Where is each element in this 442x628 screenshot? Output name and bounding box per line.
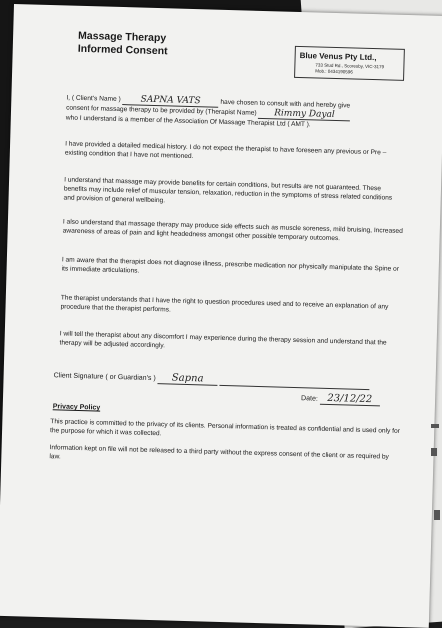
date-label: Date:: [300, 395, 318, 403]
privacy-paragraph-1: This practice is committed to the privacy of its clients. Personal information is treated as confidential and is used only for the purpose for which it was collected.: [49, 418, 400, 438]
signature-row: [53, 369, 369, 390]
date-row: [301, 392, 380, 406]
privacy-paragraph-2: Information kept on file will not be released to a third party without the express consent of the client or as required by law.: [49, 444, 389, 461]
client-name-label: I, ( Client's Name ): [66, 94, 121, 104]
date-field[interactable]: 23/12/22: [320, 393, 380, 407]
medical-history-paragraph: I have provided a detailed medical history. I do not expect the therapist to have foreseen any previous or Pre – existing condition that I have not mentioned.: [64, 140, 387, 161]
client-consent-paragraph: [66, 94, 407, 133]
company-address-block: [315, 62, 384, 76]
form-title: [78, 30, 169, 58]
title-line-2: Informed Consent: [77, 42, 168, 58]
company-address: 733 Stud Rd., Scoresby, VIC-3179: [315, 62, 385, 70]
therapist-name-label: consent for massage therapy to be provided by (Therapist Name): [66, 104, 257, 118]
side-effects-paragraph: I also understand that massage therapy may produce side effects such as muscle soreness, mild bruising, Increased awareness of areas of pain and light headedness amongst other possible temporary outcomes.: [62, 218, 403, 243]
company-mobile: Mob.: 0434190596: [315, 68, 353, 75]
client-name-field[interactable]: SAPNA VATS: [122, 95, 218, 108]
signature-label: Client Signature ( or Guardian's ): [53, 372, 156, 383]
signature-underline: [219, 385, 369, 390]
benefits-paragraph: I understand that massage may provide benefits for certain conditions, but results are not guaranteed. These benefits may include relief of muscular tension, relaxation, reduction in the symptoms of stress related conditions and provision of general wellbeing.: [63, 176, 393, 205]
company-name: Blue Venus Pty Ltd.,: [299, 50, 377, 63]
consent-text: have chosen to consult with and hereby give: [220, 98, 351, 110]
title-line-1: Massage Therapy: [77, 29, 167, 45]
diagnosis-paragraph: I am aware that the therapist does not diagnose illness, prescribe medication nor physically manipulate the Spine or its immediate articulations.: [61, 256, 400, 275]
therapist-name-field[interactable]: Rimmy Dayal: [258, 109, 350, 122]
client-signature-field[interactable]: Sapna: [158, 372, 218, 386]
privacy-policy-heading: Privacy Policy: [52, 403, 101, 412]
consent-form-page: [0, 4, 442, 628]
company-stamp-box: [294, 46, 405, 81]
amt-membership-text: who I understand is a member of the Association Of Massage Therapist Ltd ( AMT ).: [65, 114, 311, 129]
discomfort-paragraph: I will tell the therapist about any discomfort I may experience during the therapy session and understand that the therapy will be adjusted accordingly.: [59, 330, 387, 350]
right-to-question-paragraph: The therapist understands that I have the right to question procedures used and to receive an explanation of any procedure that the therapist performs.: [60, 294, 389, 314]
